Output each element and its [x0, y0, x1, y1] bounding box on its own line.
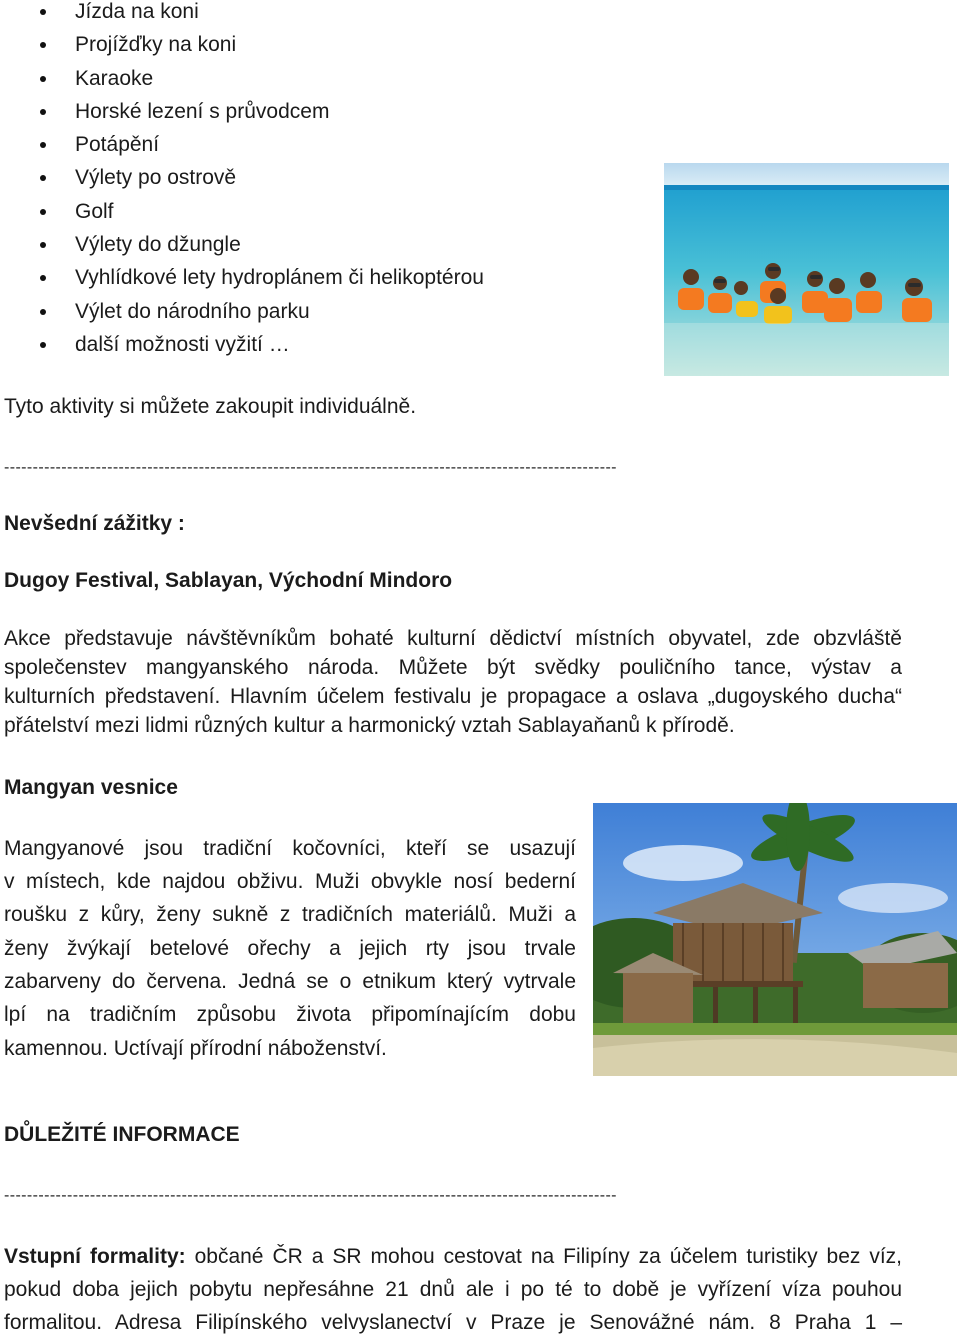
important-heading: DŮLEŽITÉ INFORMACE — [4, 1123, 240, 1146]
festival-line: Akce představuje návštěvníkům bohaté kulturní dědictví místních obyvatel, zde obzvláště — [4, 627, 902, 650]
village-hut-photo — [593, 803, 957, 1076]
mangyan-line: kamennou. Uctívají přírodní náboženství. — [4, 1037, 387, 1060]
mangyan-line: Mangyanové jsou tradiční kočovníci, kteří se usazují — [4, 837, 576, 860]
festival-line: přátelství mezi lidmi různých kultur a harmonický vztah Sablayaňanů k přírodě. — [4, 714, 735, 737]
activity-item: Golf — [0, 200, 484, 233]
festival-line: společenstev mangyanského národa. Můžete být svědky pouličního tance, výstav a — [4, 656, 902, 679]
activity-item: Výlet do národního parku — [0, 300, 484, 333]
activity-item: Potápění — [0, 133, 484, 166]
visa-label: Vstupní formality: — [4, 1245, 186, 1268]
visa-line-3: formalitou. Adresa Filipínského velvyslanectví v Praze je Senovážné nám. 8 Praha 1 – — [4, 1311, 902, 1334]
mangyan-line: v místech, kde najdou obživu. Muži obvykle nosí bederní — [4, 870, 576, 893]
separator-top: ----------------------------------------------------------------------------------------------------------- — [4, 459, 617, 476]
visa-line-1 — [4, 1244, 902, 1270]
mangyan-title: Mangyan vesnice — [4, 776, 178, 799]
activities-note: Tyto aktivity si můžete zakoupit individuálně. — [4, 395, 417, 418]
activity-item: Karaoke — [0, 67, 484, 100]
mangyan-line: lpí na tradičním způsobu života připomínajícím dobu — [4, 1003, 576, 1026]
activity-item: Horské lezení s průvodcem — [0, 100, 484, 133]
activity-item: Projížďky na koni — [0, 33, 484, 66]
activity-item: Výlety do džungle — [0, 233, 484, 266]
festival-line: kulturních představení. Hlavním účelem festivalu je propagace a oslava „dugoyského ducha“ — [4, 685, 902, 708]
mangyan-line: zabarveny do červena. Jedná se o etnikum který vytrvale — [4, 970, 576, 993]
experiences-heading: Nevšední zážitky : — [4, 512, 185, 535]
separator-bottom: ----------------------------------------------------------------------------------------------------------- — [4, 1187, 617, 1204]
festival-title: Dugoy Festival, Sablayan, Východní Mindoro — [4, 569, 453, 592]
activity-item: Jízda na koni — [0, 0, 484, 33]
mangyan-line: roušku z kůry, ženy sukně z tradičních materiálů. Muži a — [4, 903, 576, 926]
activity-item: další možnosti vyžití … — [0, 333, 484, 366]
visa-text: občané ČR a SR mohou cestovat na Filipíny za účelem turistiky bez víz, — [185, 1245, 903, 1268]
visa-line-2: pokud doba jejich pobytu nepřesáhne 21 dnů ale i po té to době je vyřízení víza pouhou — [4, 1278, 902, 1301]
activity-item: Vyhlídkové lety hydroplánem či helikoptérou — [0, 266, 484, 299]
snorkel-group-photo — [664, 163, 949, 376]
mangyan-line: ženy žvýkají betelové ořechy a jejich rty jsou trvale — [4, 937, 576, 960]
activity-item: Výlety po ostrově — [0, 166, 484, 199]
activities-list — [0, 0, 484, 366]
